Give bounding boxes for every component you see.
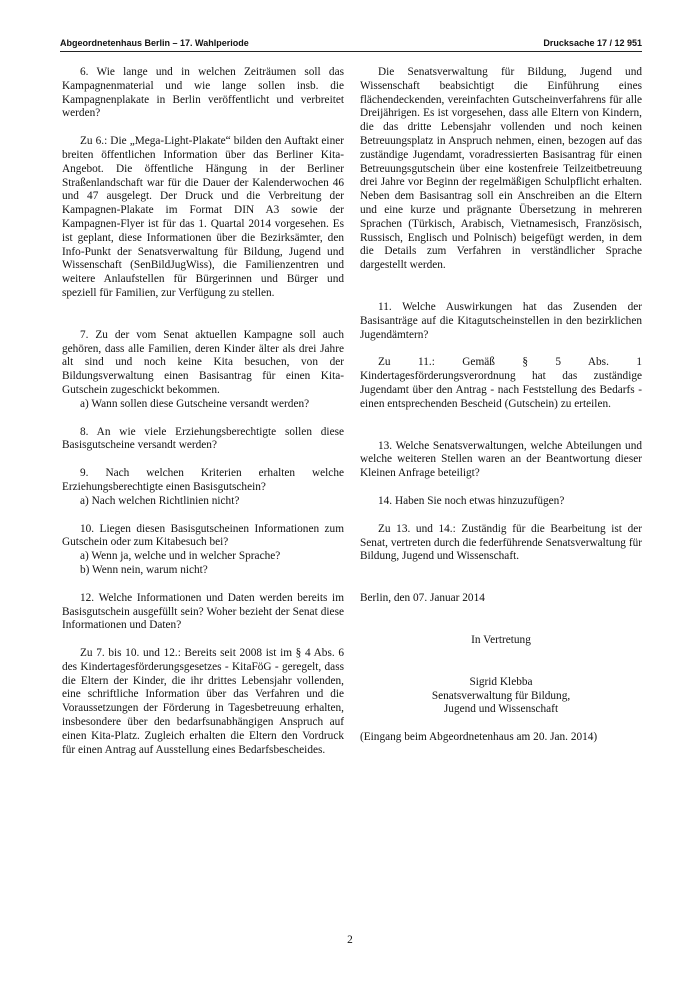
question-9: 9. Nach welchen Kriterien erhalten welche Erziehungsberechtigte einen Basisgutschein? [62, 467, 344, 493]
signer-org-line-1: Senatsverwaltung für Bildung, [431, 689, 571, 702]
question-7a: a) Wann sollen diese Gutscheine versandt werden? [80, 397, 310, 410]
answer-11: Zu 11.: Gemäß § 5 Abs. 1 Kindertagesförderungsverordnung hat das zuständige Jugendamt über den Antrag - nach Feststellung des Bedarfs - einen entsprechenden Bescheid (Gutschein) zu erteilen. [360, 356, 642, 410]
question-11: 11. Welche Auswirkungen hat das Zusenden der Basisanträge auf die Kitagutscheinstellen in den bezirklichen Jugendämtern? [360, 300, 642, 341]
question-13: 13. Welche Senatsverwaltungen, welche Abteilungen und welche weiteren Stellen waren an der Beantwortung dieser Kleinen Anfrage beteiligt? [360, 439, 642, 480]
page-header [60, 38, 642, 52]
answer-7-12: Zu 7. bis 10. und 12.: Bereits seit 2008 ist im § 4 Abs. 6 des Kindertagesförderungsgesetzes - KitaFöG - geregelt, dass die Eltern der Kinder, die ihr drittes Lebensjahr vollenden, eine schriftliche Information über das Verfahren und die Voraussetzungen der Förderung in Tagesbetreuung erhalten, insbesondere über den bedarfsunabhängigen Anspruch auf einen Kita-Platz. Zugleich erhalten die Eltern den Vordruck für einen Antrag auf Ausstellung eines Bedarfsbescheides. [62, 647, 344, 756]
question-6: 6. Wie lange und in welchen Zeiträumen soll das Kampagnenmaterial und wie lange sollen insb. die Kampagnenplakate in Berlin veröffentlicht und verbreitet werden? [62, 66, 344, 120]
answer-6: Zu 6.: Die „Mega-Light-Plakate“ bilden den Auftakt einer breiten öffentlichen Information über das Berliner Kita-Angebot. Die öffentliche Hängung in der Berliner Straßenlandschaft war für die Dauer der Kalenderwochen 46 und 47 ausgelegt. Der Druck und die Verbreitung der Kampagnen-Plakate im Format DIN A3 sowie der Kampagnen-Flyer ist für das 1. Quartal 2014 vorgesehen. Es ist geplant, diese Informationen über die Bezirksämter, den Info-Punkt der Senatsverwaltung für Bildung, Jugend und Wissenschaft (SenBildJugWiss), die Familienzentren und weitere Anlaufstellen für Bürgerinnen und Bürger und speziell für Familien, zur Verfügung zu stellen. [62, 135, 344, 299]
header-right: Drucksache 17 / 12 951 [543, 38, 642, 48]
right-column [360, 66, 642, 745]
question-10a: a) Wenn ja, welche und in welcher Sprache? [80, 550, 281, 563]
question-14: 14. Haben Sie noch etwas hinzuzufügen? [378, 494, 565, 507]
question-10b: b) Wenn nein, warum nicht? [80, 563, 208, 576]
question-12: 12. Welche Informationen und Daten werden bereits im Basisgutschein ausgefüllt sein? Woher bezieht der Senat diese Informationen und Daten? [62, 591, 344, 632]
question-8: 8. An wie viele Erziehungsberechtigte sollen diese Basisgutscheine versandt werden? [62, 425, 344, 452]
left-column [62, 66, 344, 757]
receipt-note: (Eingang beim Abgeordnetenhaus am 20. Jan. 2014) [360, 731, 598, 744]
date-line: Berlin, den 07. Januar 2014 [360, 592, 485, 605]
page-number: 2 [347, 934, 353, 946]
question-7: 7. Zu der vom Senat aktuellen Kampagne soll auch gehören, dass alle Familien, deren Kinder älter als drei Jahre alt sind und noch keine Kita besuchen, von der Bildungsverwaltung einen Basisantrag für einen Kita-Gutschein zugeschickt bekommen. [62, 328, 344, 396]
signer-name: Sigrid Klebba [469, 675, 533, 688]
header-left: Abgeordnetenhaus Berlin – 17. Wahlperiode [60, 38, 249, 48]
in-vertretung: In Vertretung [471, 633, 531, 646]
question-10: 10. Liegen diesen Basisgutscheinen Informationen zum Gutschein oder zum Kitabesuch bei? [62, 522, 344, 549]
answer-continuation: Die Senatsverwaltung für Bildung, Jugend und Wissenschaft beabsichtigt die Einführung eines flächendeckenden, vereinfachten Gutscheinverfahrens für alle Dreijährigen. Es ist vorgesehen, dass alle Eltern von Kindern, die das dritte Lebensjahr vollenden und noch keinen Betreuungsplatz in Anspruch nehmen, einen, bezogen auf das zuständige Jugendamt, voradressierten Basisantrag für einen Betreuungsgutschein über eine kostenfreie Teilzeitbetreuung drei Jahre vor Beginn der regelmäßigen Schulpflicht erhalten. Neben dem Basisantrag soll ein Anschreiben an die Eltern und eine kurze und prägnante Übersetzung in mehreren Sprachen (Türkisch, Arabisch, Vietnamesisch, Französisch, Russisch, Englisch und Polnisch) beigefügt werden, in dem die Details zum Verfahren in verständlicher Sprache dargestellt werden. [360, 66, 642, 272]
answer-13-14: Zu 13. und 14.: Zuständig für die Bearbeitung ist der Senat, vertreten durch die federführende Senatsverwaltung für Bildung, Jugend und Wissenschaft. [360, 522, 642, 563]
signer-org-line-2: Jugend und Wissenschaft [443, 703, 559, 716]
question-9a: a) Nach welchen Richtlinien nicht? [80, 494, 240, 507]
